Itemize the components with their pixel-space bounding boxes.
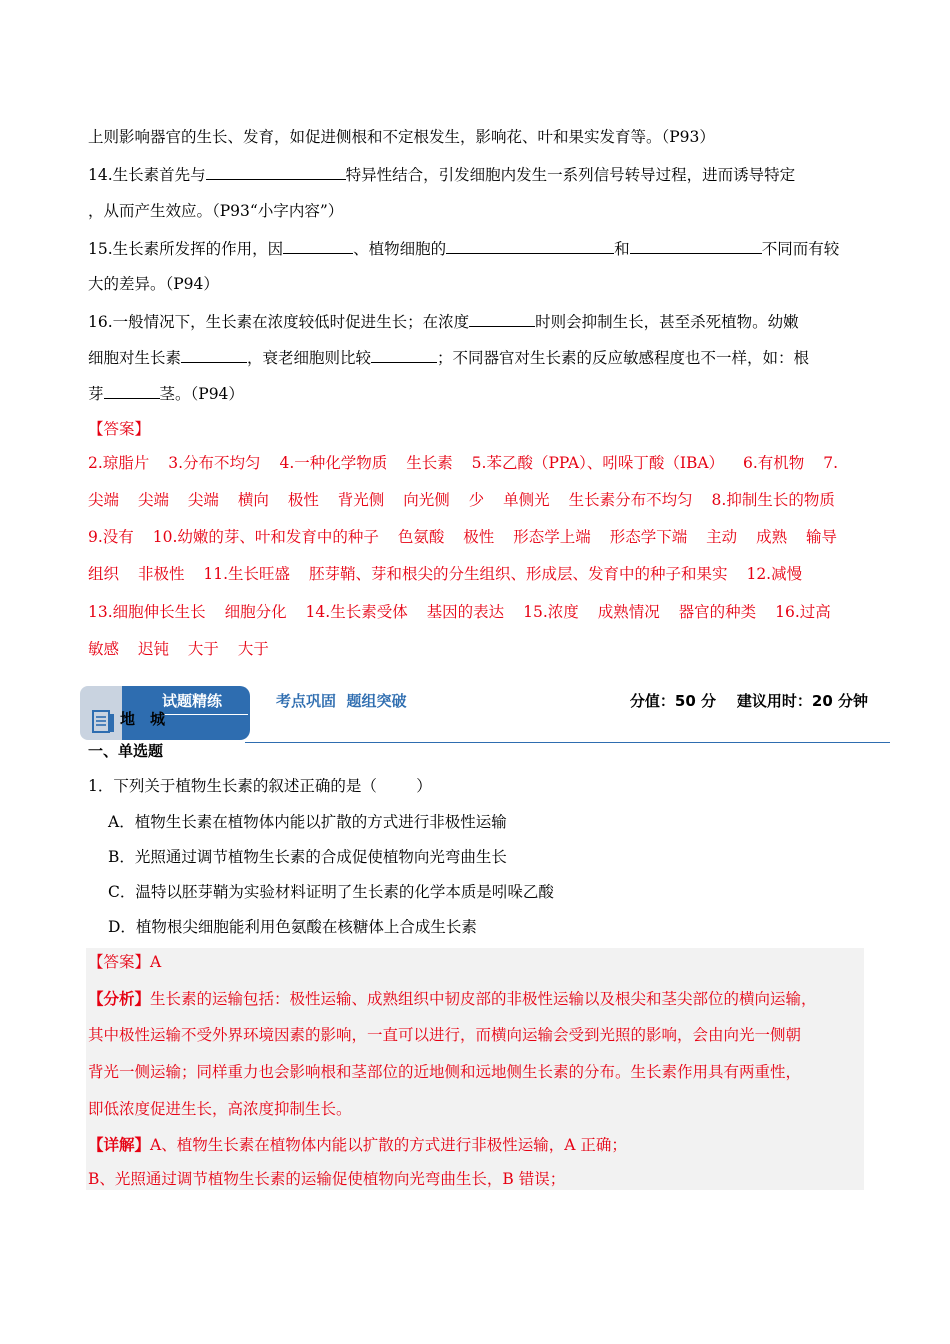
fill-question-16-cont2: 芽 茎。（P94） bbox=[88, 382, 864, 405]
fill-question-14: 14.生长素首先与 特异性结合，引发细胞内发生一系列信号转导过程，进而诱导特定 bbox=[88, 163, 864, 186]
fill-question-16-cont: 细胞对生长素 ，衰老细胞则比较 ；不同器官对生长素的反应敏感程度也不一样，如：根 bbox=[88, 346, 864, 369]
option-a: A．植物生长素在植物体内能以扩散的方式进行非极性运输 bbox=[108, 813, 507, 831]
banner-score-time: 分值：50 分 建议用时：20 分钟 bbox=[629, 692, 868, 710]
solution-analysis-1: 【分析】生长素的运输包括：极性运输、成熟组织中韧皮部的非极性运输以及根尖和茎尖部位的横向运输， bbox=[88, 989, 817, 1008]
solution-detail-2: B、光照通过调节植物生长素的运输促使植物向光弯曲生长，B 错误； bbox=[88, 1170, 566, 1188]
fill-question-15: 15.生长素所发挥的作用，因 、植物细胞的 和 不同而有较 bbox=[88, 237, 864, 260]
answer-row-1: 2.琼脂片 3.分布不均匀 4.一种化学物质 生长素 5.苯乙酸（PPA）、吲哚丁酸（IBA） 6.有机物 7. bbox=[88, 454, 839, 472]
banner-rule bbox=[245, 742, 890, 743]
option-c: C．温特以胚芽鞘为实验材料证明了生长素的化学本质是吲哚乙酸 bbox=[108, 883, 554, 901]
text-line-13-tail: 上则影响器官的生长、发育，如促进侧根和不定根发生，影响花、叶和果实发育等。（P93） bbox=[88, 128, 715, 146]
blank bbox=[630, 237, 762, 254]
blank bbox=[104, 382, 160, 399]
banner-title: 试题精练 bbox=[162, 692, 223, 710]
answer-row-6: 敏感 迟钝 大于 大于 bbox=[88, 640, 269, 658]
section-title: 一、单选题 bbox=[88, 742, 164, 760]
banner-middle-text: 考点巩固 题组突破 bbox=[276, 692, 407, 710]
answer-row-4: 组织 非极性 11.生长旺盛 胚芽鞘、芽和根尖的分生组织、形成层、发育中的种子和果实 12.减慢 bbox=[88, 565, 803, 583]
solution-analysis-3: 背光一侧运输；同样重力也会影响根和茎部位的近地侧和远地侧生长素的分布。生长素作用具有两重性， bbox=[88, 1063, 802, 1081]
section-banner bbox=[80, 686, 890, 746]
blank bbox=[469, 310, 535, 327]
option-b: B．光照通过调节植物生长素的合成促使植物向光弯曲生长 bbox=[108, 848, 507, 866]
answer-label: 【答案】 bbox=[88, 420, 151, 438]
document-icon bbox=[92, 708, 116, 734]
solution-detail-1: 【详解】A、植物生长素在植物体内能以扩散的方式进行非极性运输，A 正确； bbox=[88, 1135, 627, 1154]
solution-analysis-2: 其中极性运输不受外界环境因素的影响，一直可以进行，而横向运输会受到光照的影响，会由向光一侧朝 bbox=[88, 1026, 802, 1044]
banner-title-underline bbox=[162, 714, 248, 715]
answer-row-3: 9.没有 10.幼嫩的芽、叶和发育中的种子 色氨酸 极性 形态学上端 形态学下端 主动 成熟 输导 bbox=[88, 528, 838, 546]
blank bbox=[446, 237, 614, 254]
answer-row-5: 13.细胞伸长生长 细胞分化 14.生长素受体 基因的表达 15.浓度 成熟情况 器官的种类 16.过高 bbox=[88, 603, 831, 621]
blank bbox=[206, 163, 346, 180]
fill-question-16: 16.一般情况下，生长素在浓度较低时促进生长；在浓度 时则会抑制生长，甚至杀死植物。幼嫩 bbox=[88, 310, 864, 333]
banner-subtitle: 地 城 bbox=[120, 710, 167, 728]
blank bbox=[371, 346, 437, 363]
fill-question-14-cont: ，从而产生效应。（P93“小字内容”） bbox=[88, 202, 344, 220]
solution-analysis-4: 即低浓度促进生长，高浓度抑制生长。 bbox=[88, 1100, 352, 1118]
answer-row-2: 尖端 尖端 尖端 横向 极性 背光侧 向光侧 少 单侧光 生长素分布不均匀 8.抑制生长的物质 bbox=[88, 491, 835, 509]
blank bbox=[283, 237, 353, 254]
fill-question-15-cont: 大的差异。（P94） bbox=[88, 275, 219, 293]
solution-answer: 【答案】A bbox=[88, 953, 162, 971]
question-1-stem: 1．下列关于植物生长素的叙述正确的是（ ） bbox=[88, 777, 432, 795]
option-d: D．植物根尖细胞能利用色氨酸在核糖体上合成生长素 bbox=[108, 918, 477, 936]
blank bbox=[181, 346, 247, 363]
